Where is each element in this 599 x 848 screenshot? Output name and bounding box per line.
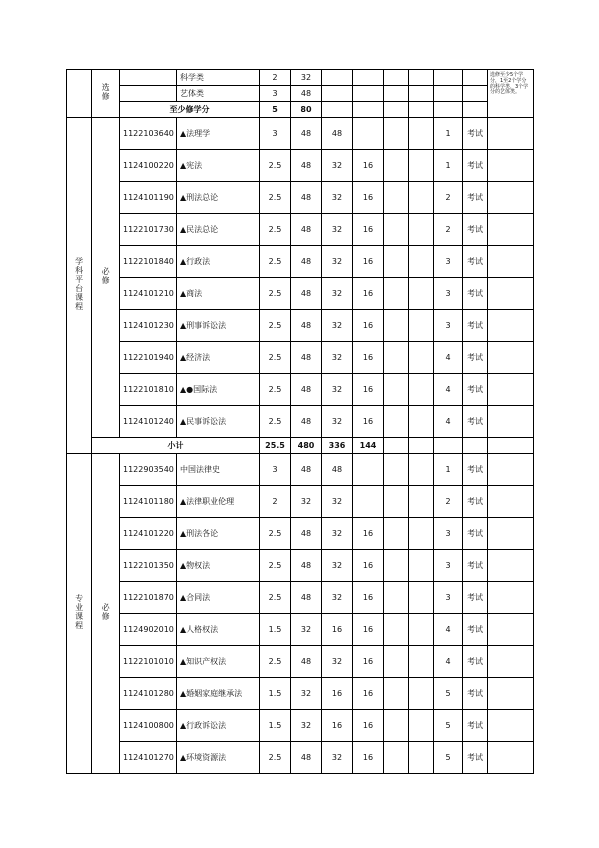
course-code-cell: 1124101280 — [120, 678, 177, 710]
course-code-cell — [120, 70, 177, 86]
term-cell: 3 — [434, 246, 463, 278]
remarks-cell — [488, 406, 534, 438]
course-name-cell: ▲行政诉讼法 — [177, 710, 260, 742]
discipline-type-cell — [92, 118, 120, 438]
course-code-cell: 1124101270 — [120, 742, 177, 774]
total-hours-cell: 48 — [291, 118, 322, 150]
discipline-course-row — [67, 310, 534, 342]
remarks-cell — [488, 342, 534, 374]
exam-cell: 考试 — [463, 710, 488, 742]
theory-hours-cell: 16 — [322, 678, 353, 710]
discipline-course-row — [67, 214, 534, 246]
practice-hours-cell: 16 — [353, 582, 384, 614]
empty-cell — [434, 86, 463, 102]
section-spacer — [67, 70, 92, 118]
course-name-cell: ▲知识产权法 — [177, 646, 260, 678]
major-course-row — [67, 454, 534, 486]
theory-hours-cell: 32 — [322, 278, 353, 310]
major-course-row — [67, 614, 534, 646]
empty-cell — [384, 678, 409, 710]
empty-cell — [353, 70, 384, 86]
discipline-category-cell — [67, 118, 92, 454]
empty-cell — [384, 406, 409, 438]
course-name-cell: ▲民法总论 — [177, 214, 260, 246]
practice-hours-cell: 16 — [353, 710, 384, 742]
credits-cell: 2.5 — [260, 278, 291, 310]
hours-cell: 48 — [291, 86, 322, 102]
empty-cell — [384, 118, 409, 150]
subtotal-credits: 25.5 — [260, 438, 291, 454]
course-name-cell: ▲刑法各论 — [177, 518, 260, 550]
practice-hours-cell: 16 — [353, 406, 384, 438]
empty-cell — [384, 310, 409, 342]
discipline-course-row — [67, 374, 534, 406]
course-code-cell — [120, 86, 177, 102]
term-cell: 3 — [434, 582, 463, 614]
course-name-cell: 科学类 — [177, 70, 260, 86]
course-code-cell: 1122101840 — [120, 246, 177, 278]
theory-hours-cell: 48 — [322, 454, 353, 486]
empty-cell — [384, 374, 409, 406]
min-credits-label: 至少修学分 — [120, 102, 260, 118]
empty-cell — [463, 102, 488, 118]
term-cell: 2 — [434, 214, 463, 246]
exam-cell: 考试 — [463, 486, 488, 518]
exam-cell: 考试 — [463, 342, 488, 374]
empty-cell — [488, 438, 534, 454]
term-cell: 4 — [434, 646, 463, 678]
empty-cell — [409, 310, 434, 342]
empty-cell — [409, 614, 434, 646]
theory-hours-cell: 16 — [322, 710, 353, 742]
practice-hours-cell: 16 — [353, 614, 384, 646]
empty-cell — [409, 406, 434, 438]
exam-cell: 考试 — [463, 582, 488, 614]
elective-row — [67, 86, 534, 102]
exam-cell: 考试 — [463, 646, 488, 678]
remarks-cell — [488, 310, 534, 342]
course-name-cell: 艺体类 — [177, 86, 260, 102]
credits-cell: 3 — [260, 118, 291, 150]
empty-cell — [409, 454, 434, 486]
empty-cell — [409, 342, 434, 374]
major-type-cell-label: 必修 — [101, 603, 111, 622]
remarks-cell — [488, 582, 534, 614]
exam-cell: 考试 — [463, 454, 488, 486]
empty-cell — [384, 518, 409, 550]
practice-hours-cell: 16 — [353, 678, 384, 710]
theory-hours-cell: 16 — [322, 614, 353, 646]
credits-cell: 2.5 — [260, 182, 291, 214]
course-name-cell: ▲经济法 — [177, 342, 260, 374]
course-name-cell: ▲商法 — [177, 278, 260, 310]
subtotal-label: 小计 — [92, 438, 260, 454]
practice-hours-cell: 16 — [353, 182, 384, 214]
term-cell: 1 — [434, 150, 463, 182]
empty-cell — [409, 214, 434, 246]
exam-cell: 考试 — [463, 310, 488, 342]
practice-hours-cell — [353, 486, 384, 518]
subtotal-practice-hours: 144 — [353, 438, 384, 454]
credits-cell: 2.5 — [260, 406, 291, 438]
empty-cell — [409, 550, 434, 582]
empty-cell — [384, 486, 409, 518]
major-category-cell — [67, 454, 92, 774]
practice-hours-cell: 16 — [353, 278, 384, 310]
empty-cell — [322, 102, 353, 118]
empty-cell — [384, 182, 409, 214]
term-cell: 3 — [434, 310, 463, 342]
exam-cell: 考试 — [463, 742, 488, 774]
empty-cell — [409, 182, 434, 214]
course-code-cell: 1124100220 — [120, 150, 177, 182]
discipline-course-row — [67, 150, 534, 182]
exam-cell: 考试 — [463, 214, 488, 246]
empty-cell — [409, 374, 434, 406]
discipline-course-row — [67, 182, 534, 214]
total-hours-cell: 48 — [291, 742, 322, 774]
empty-cell — [409, 518, 434, 550]
course-name-cell: ▲婚姻家庭继承法 — [177, 678, 260, 710]
term-cell: 3 — [434, 518, 463, 550]
remarks-cell — [488, 742, 534, 774]
theory-hours-cell: 32 — [322, 246, 353, 278]
practice-hours-cell: 16 — [353, 742, 384, 774]
exam-cell: 考试 — [463, 550, 488, 582]
empty-cell — [409, 70, 434, 86]
empty-cell — [322, 70, 353, 86]
exam-cell: 考试 — [463, 182, 488, 214]
credits-cell: 2 — [260, 70, 291, 86]
exam-cell: 考试 — [463, 118, 488, 150]
exam-cell: 考试 — [463, 678, 488, 710]
theory-hours-cell: 32 — [322, 486, 353, 518]
theory-hours-cell: 32 — [322, 214, 353, 246]
empty-cell — [409, 486, 434, 518]
major-course-row — [67, 678, 534, 710]
credits-cell: 2.5 — [260, 550, 291, 582]
credits-cell: 2.5 — [260, 742, 291, 774]
min-hours-value: 80 — [291, 102, 322, 118]
credits-cell: 3 — [260, 86, 291, 102]
major-course-row — [67, 742, 534, 774]
total-hours-cell: 48 — [291, 406, 322, 438]
major-course-row — [67, 550, 534, 582]
course-name-cell: ▲法律职业伦理 — [177, 486, 260, 518]
empty-cell — [384, 214, 409, 246]
major-type-cell — [92, 454, 120, 774]
major-category-cell-label: 专业课程 — [74, 594, 84, 631]
theory-hours-cell: 32 — [322, 582, 353, 614]
total-hours-cell: 32 — [291, 486, 322, 518]
min-credits-value: 5 — [260, 102, 291, 118]
total-hours-cell: 48 — [291, 518, 322, 550]
remarks-cell — [488, 118, 534, 150]
exam-cell: 考试 — [463, 518, 488, 550]
course-name-cell: ▲刑法总论 — [177, 182, 260, 214]
discipline-course-row — [67, 406, 534, 438]
major-course-row — [67, 518, 534, 550]
subtotal-theory-hours: 336 — [322, 438, 353, 454]
remarks-cell — [488, 518, 534, 550]
elective-type-cell-label: 选修 — [101, 83, 111, 102]
theory-hours-cell: 32 — [322, 518, 353, 550]
empty-cell — [353, 102, 384, 118]
exam-cell: 考试 — [463, 150, 488, 182]
empty-cell — [463, 70, 488, 86]
total-hours-cell: 48 — [291, 182, 322, 214]
credits-cell: 2 — [260, 486, 291, 518]
total-hours-cell: 32 — [291, 614, 322, 646]
course-code-cell: 1124902010 — [120, 614, 177, 646]
total-hours-cell: 48 — [291, 582, 322, 614]
remarks-cell — [488, 278, 534, 310]
page-footer-area — [0, 795, 599, 835]
total-hours-cell: 48 — [291, 214, 322, 246]
major-course-row — [67, 646, 534, 678]
discipline-course-row — [67, 118, 534, 150]
total-hours-cell: 32 — [291, 710, 322, 742]
practice-hours-cell: 16 — [353, 246, 384, 278]
remarks-cell — [488, 614, 534, 646]
empty-cell — [384, 614, 409, 646]
theory-hours-cell: 48 — [322, 118, 353, 150]
empty-cell — [409, 86, 434, 102]
practice-hours-cell: 16 — [353, 550, 384, 582]
course-code-cell: 1122103640 — [120, 118, 177, 150]
empty-cell — [384, 742, 409, 774]
discipline-course-row — [67, 278, 534, 310]
exam-cell: 考试 — [463, 406, 488, 438]
total-hours-cell: 48 — [291, 342, 322, 374]
practice-hours-cell: 16 — [353, 646, 384, 678]
credits-cell: 2.5 — [260, 582, 291, 614]
discipline-category-cell-label: 学科平台课程 — [74, 257, 84, 312]
exam-cell: 考试 — [463, 374, 488, 406]
remarks-cell — [488, 150, 534, 182]
hours-cell: 32 — [291, 70, 322, 86]
theory-hours-cell: 32 — [322, 374, 353, 406]
course-name-cell: ▲宪法 — [177, 150, 260, 182]
theory-hours-cell: 32 — [322, 342, 353, 374]
practice-hours-cell: 16 — [353, 518, 384, 550]
course-code-cell: 1124101210 — [120, 278, 177, 310]
course-name-cell: ▲人格权法 — [177, 614, 260, 646]
empty-cell — [409, 118, 434, 150]
remarks-cell — [488, 214, 534, 246]
empty-cell — [409, 278, 434, 310]
major-course-row — [67, 486, 534, 518]
empty-cell — [409, 646, 434, 678]
course-name-cell: ▲刑事诉讼法 — [177, 310, 260, 342]
credits-cell: 3 — [260, 454, 291, 486]
remarks-cell — [488, 646, 534, 678]
empty-cell — [409, 246, 434, 278]
course-code-cell: 1122101810 — [120, 374, 177, 406]
elective-row — [67, 70, 534, 86]
empty-cell — [434, 102, 463, 118]
empty-cell — [384, 70, 409, 86]
course-code-cell: 1122101730 — [120, 214, 177, 246]
term-cell: 1 — [434, 118, 463, 150]
total-hours-cell: 48 — [291, 646, 322, 678]
course-code-cell: 1124101190 — [120, 182, 177, 214]
empty-cell — [384, 246, 409, 278]
empty-cell — [434, 438, 463, 454]
empty-cell — [434, 70, 463, 86]
credits-cell: 1.5 — [260, 710, 291, 742]
credits-cell: 2.5 — [260, 150, 291, 182]
remarks-cell — [488, 374, 534, 406]
empty-cell — [463, 86, 488, 102]
empty-cell — [384, 710, 409, 742]
empty-cell — [384, 150, 409, 182]
credits-cell: 1.5 — [260, 614, 291, 646]
credits-cell: 2.5 — [260, 374, 291, 406]
credits-cell: 2.5 — [260, 518, 291, 550]
term-cell: 3 — [434, 278, 463, 310]
empty-cell — [409, 102, 434, 118]
total-hours-cell: 48 — [291, 374, 322, 406]
course-code-cell: 1124101220 — [120, 518, 177, 550]
practice-hours-cell: 16 — [353, 214, 384, 246]
empty-cell — [409, 582, 434, 614]
total-hours-cell: 48 — [291, 278, 322, 310]
term-cell: 1 — [434, 454, 463, 486]
empty-cell — [322, 86, 353, 102]
total-hours-cell: 48 — [291, 550, 322, 582]
remarks-cell — [488, 678, 534, 710]
discipline-course-row — [67, 246, 534, 278]
course-code-cell: 1124101240 — [120, 406, 177, 438]
elective-type-cell — [92, 70, 120, 118]
term-cell: 3 — [434, 550, 463, 582]
remarks-cell — [488, 454, 534, 486]
total-hours-cell: 48 — [291, 454, 322, 486]
credits-cell: 2.5 — [260, 310, 291, 342]
term-cell: 4 — [434, 374, 463, 406]
total-hours-cell: 32 — [291, 678, 322, 710]
term-cell: 4 — [434, 614, 463, 646]
theory-hours-cell: 32 — [322, 406, 353, 438]
practice-hours-cell: 16 — [353, 342, 384, 374]
empty-cell — [384, 550, 409, 582]
course-code-cell: 1122101870 — [120, 582, 177, 614]
course-code-cell: 1122903540 — [120, 454, 177, 486]
exam-cell: 考试 — [463, 278, 488, 310]
term-cell: 2 — [434, 486, 463, 518]
empty-cell — [409, 742, 434, 774]
practice-hours-cell: 16 — [353, 150, 384, 182]
exam-cell: 考试 — [463, 614, 488, 646]
subtotal-total-hours: 480 — [291, 438, 322, 454]
practice-hours-cell — [353, 454, 384, 486]
course-name-cell: ▲合同法 — [177, 582, 260, 614]
exam-cell: 考试 — [463, 246, 488, 278]
empty-cell — [409, 150, 434, 182]
term-cell: 5 — [434, 742, 463, 774]
theory-hours-cell: 32 — [322, 150, 353, 182]
course-name-cell: 中国法律史 — [177, 454, 260, 486]
major-course-row — [67, 710, 534, 742]
theory-hours-cell: 32 — [322, 742, 353, 774]
term-cell: 4 — [434, 406, 463, 438]
theory-hours-cell: 32 — [322, 310, 353, 342]
credits-cell: 2.5 — [260, 342, 291, 374]
remarks-cell — [488, 710, 534, 742]
empty-cell — [384, 102, 409, 118]
course-code-cell: 1124100800 — [120, 710, 177, 742]
course-code-cell: 1124101230 — [120, 310, 177, 342]
total-hours-cell: 48 — [291, 246, 322, 278]
term-cell: 5 — [434, 710, 463, 742]
empty-cell — [353, 86, 384, 102]
theory-hours-cell: 32 — [322, 646, 353, 678]
credits-cell: 2.5 — [260, 214, 291, 246]
total-hours-cell: 48 — [291, 150, 322, 182]
curriculum-body — [67, 70, 534, 774]
empty-cell — [384, 86, 409, 102]
curriculum-table — [66, 69, 534, 774]
term-cell: 4 — [434, 342, 463, 374]
remarks-cell — [488, 246, 534, 278]
discipline-type-cell-label: 必修 — [101, 267, 111, 286]
course-name-cell: ▲行政法 — [177, 246, 260, 278]
elective-min-row — [67, 102, 534, 118]
theory-hours-cell: 32 — [322, 182, 353, 214]
course-name-cell: ▲民事诉讼法 — [177, 406, 260, 438]
elective-note: 选修至少5个学分，1至2个学分的科学类，3个学分的艺体类。 — [488, 70, 534, 118]
empty-cell — [384, 438, 409, 454]
empty-cell — [409, 710, 434, 742]
remarks-cell — [488, 182, 534, 214]
credits-cell: 2.5 — [260, 646, 291, 678]
term-cell: 2 — [434, 182, 463, 214]
credits-cell: 1.5 — [260, 678, 291, 710]
empty-cell — [384, 454, 409, 486]
course-name-cell: ▲物权法 — [177, 550, 260, 582]
course-name-cell: ▲环境资源法 — [177, 742, 260, 774]
empty-cell — [384, 278, 409, 310]
major-course-row — [67, 582, 534, 614]
term-cell: 5 — [434, 678, 463, 710]
remarks-cell — [488, 550, 534, 582]
empty-cell — [463, 438, 488, 454]
course-code-cell: 1122101010 — [120, 646, 177, 678]
course-code-cell: 1122101350 — [120, 550, 177, 582]
practice-hours-cell: 16 — [353, 310, 384, 342]
empty-cell — [409, 438, 434, 454]
empty-cell — [409, 678, 434, 710]
course-code-cell: 1122101940 — [120, 342, 177, 374]
theory-hours-cell: 32 — [322, 550, 353, 582]
empty-cell — [384, 342, 409, 374]
credits-cell: 2.5 — [260, 246, 291, 278]
discipline-course-row — [67, 342, 534, 374]
course-name-cell: ▲法理学 — [177, 118, 260, 150]
course-name-cell: ▲●国际法 — [177, 374, 260, 406]
practice-hours-cell — [353, 118, 384, 150]
empty-cell — [384, 582, 409, 614]
practice-hours-cell: 16 — [353, 374, 384, 406]
empty-cell — [384, 646, 409, 678]
course-code-cell: 1124101180 — [120, 486, 177, 518]
remarks-cell — [488, 486, 534, 518]
total-hours-cell: 48 — [291, 310, 322, 342]
discipline-subtotal-row — [67, 438, 534, 454]
